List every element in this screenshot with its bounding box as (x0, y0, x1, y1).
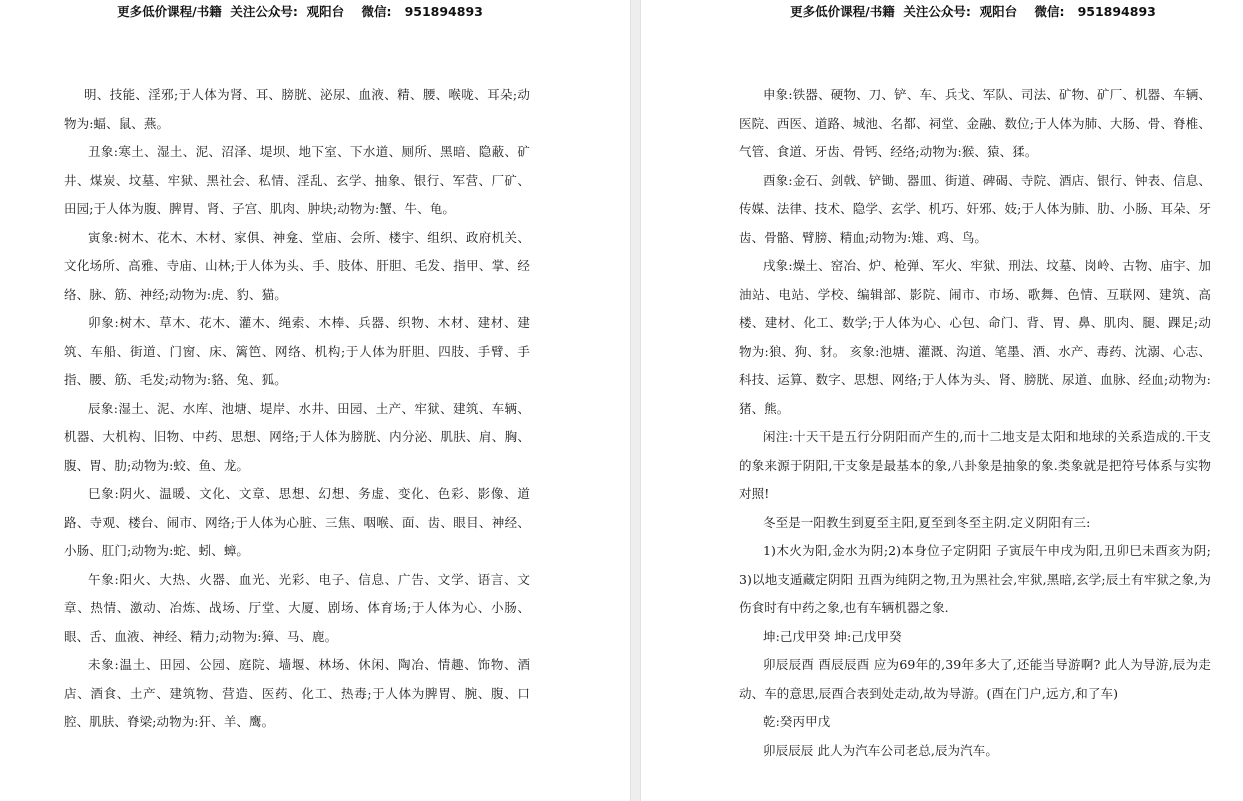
paragraph: 闲注:十天干是五行分阴阳而产生的,而十二地支是太阳和地球的关系造成的.干支的象来源于阴阳,干支象是最基本的象,八卦象是抽象的象.类象就是把符号体系与实物对照! (739, 429, 1211, 501)
paragraph: 寅象:树木、花木、木材、家俱、神龛、堂庙、会所、楼宇、组织、政府机关、文化场所、高雅、寺庙、山林;于人体为头、手、肢体、肝胆、毛发、指甲、掌、经络、脉、筋、神经;动物为:虎、豹、猫。 (64, 229, 530, 302)
page-right (641, 0, 1243, 801)
paragraph: 丑象:寒土、湿土、泥、沼泽、堤坝、地下室、下水道、厕所、黑暗、隐蔽、矿井、煤炭、坟墓、牢狱、黑社会、私情、淫乱、玄学、抽象、银行、军营、厂矿、田园;于人体为腹、脾胃、肾、子宫、肌肉、肿块;动物为:蟹、牛、龟。 (64, 144, 530, 216)
page-header: 更多低价课程/书籍 关注公众号: 观阳台 微信: 951894893 (790, 4, 1156, 19)
page-gutter (630, 0, 641, 801)
page-body (739, 81, 1211, 765)
paragraph: 午象:阳火、大热、火器、血光、光彩、电子、信息、广告、文学、语言、文章、热情、激动、冶炼、战场、厅堂、大厦、剧场、体育场;于人体为心、小肠、眼、舌、血液、神经、精力;动物为:獐、马、鹿。 (64, 571, 530, 644)
paragraph: 坤:己戊甲癸 坤:己戊甲癸 (763, 628, 902, 644)
paragraph: 冬至是一阳教生到夏至主阳,夏至到冬至主阴.定义阴阳有三: (763, 514, 1091, 530)
paragraph: 辰象:湿土、泥、水库、池塘、堤岸、水井、田园、土产、牢狱、建筑、车辆、机器、大机构、旧物、中药、思想、网络;于人体为膀胱、内分泌、肌肤、肩、胸、腹、胃、肋;动物为:蛟、鱼、龙。 (64, 400, 530, 473)
paragraph: 卯辰辰辰 此人为汽车公司老总,辰为汽车。 (763, 742, 998, 758)
paragraph: 巳象:阴火、温暖、文化、文章、思想、幻想、务虚、变化、色彩、影像、道路、寺观、楼台、闹市、网络;于人体为心脏、三焦、咽喉、面、齿、眼目、神经、小肠、肛门;动物为:蛇、蚓、蟑。 (64, 486, 530, 558)
paragraph: 戌象:燥土、窑冶、炉、枪弹、军火、牢狱、刑法、坟墓、岗岭、古物、庙宇、加油站、电站、学校、编辑部、影院、闹市、市场、歌舞、色情、互联网、建筑、高楼、建材、化工、数学;于人体为心、心包、命门、背、胃、鼻、肌肉、腿、踝足;动物为:狼、狗、豺。 亥象:池塘、灌溉、沟道、笔墨、酒、水产、毒药、沈溺、心志、科技、运算、数字、思想、网络;于人体为头、肾、膀胱、尿道、血脉、经血;动物为:猪、熊。 (739, 258, 1211, 416)
page-header: 更多低价课程/书籍 关注公众号: 观阳台 微信: 951894893 (117, 4, 483, 19)
paragraph: 未象:温土、田园、公园、庭院、墙堰、林场、休闲、陶冶、情趣、饰物、酒店、酒食、土产、建筑物、营造、医药、化工、热毒;于人体为脾胃、腕、腹、口腔、肌肤、脊梁;动物为:犴、羊、鹰。 (64, 657, 530, 729)
paragraph: 乾:癸丙甲戊 (763, 714, 831, 729)
page-body (64, 81, 530, 737)
paragraph: 明、技能、淫邪;于人体为肾、耳、膀胱、泌尿、血液、精、腰、喉咙、耳朵;动物为:蝠、鼠、燕。 (64, 87, 530, 131)
paragraph: 卯象:树木、草木、花木、灌木、绳索、木棒、兵器、织物、木材、建材、建筑、车船、街道、门窗、床、篱笆、网络、机构;于人体为肝胆、四肢、手臂、手指、腰、筋、毛发;动物为:貉、兔、狐。 (64, 315, 530, 387)
paragraph: 酉象:金石、剑戟、铲锄、器皿、街道、碑碣、寺院、酒店、银行、钟表、信息、传媒、法律、技术、隐学、玄学、机巧、奸邪、妓;于人体为肺、肋、小肠、耳朵、牙齿、骨骼、臂膀、精血;动物为:雉、鸡、鸟。 (739, 172, 1211, 245)
paragraph: 申象:铁器、硬物、刀、铲、车、兵戈、军队、司法、矿物、矿厂、机器、车辆、医院、西医、道路、城池、名都、祠堂、金融、数位;于人体为肺、大肠、骨、脊椎、气管、食道、牙齿、骨钙、经络;动物为:猴、猿、猱。 (739, 87, 1211, 159)
paragraph: 卯辰辰酉 酉辰辰酉 应为69年的,39年多大了,还能当导游啊? 此人为导游,辰为走动、车的意思,辰酉合表到处走动,故为导游。(酉在门户,远方,和了车) (739, 657, 1211, 701)
paragraph: 1)木火为阳,金水为阴;2)本身位子定阴阳 子寅辰午申戌为阳,丑卯巳未酉亥为阴;3)以地支遁藏定阴阳 丑酉为纯阴之物,丑为黑社会,牢狱,黑暗,玄学;辰土有牢狱之象,为伤食时有中药之象,也有车辆机器之象. (739, 543, 1211, 615)
